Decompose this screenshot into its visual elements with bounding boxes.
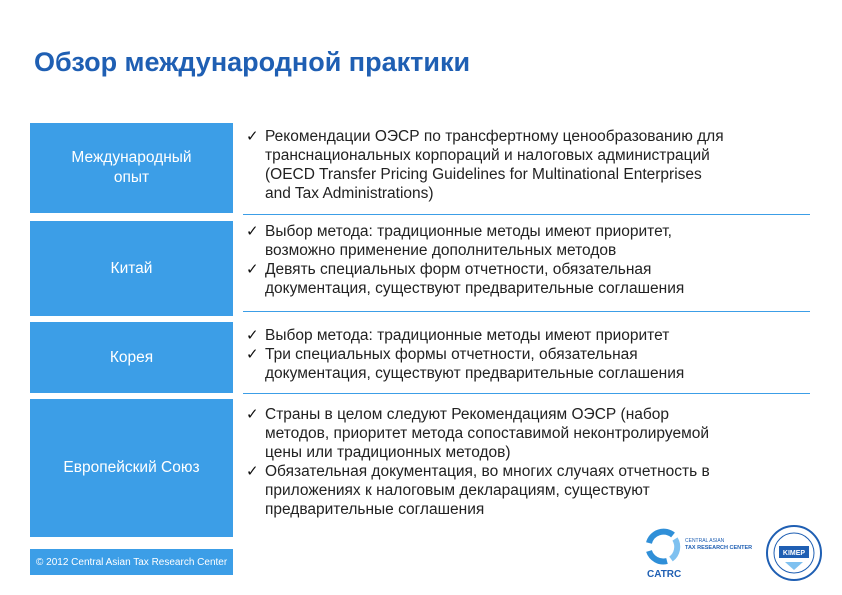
kimep-seal-icon <box>765 524 823 582</box>
row-label-text: Корея <box>109 348 154 366</box>
bullet-item: ✓ Обязательная документация, во многих случаях отчетность в приложениях к налоговым декларациям, существуют предварительные соглашения <box>246 463 710 518</box>
check-icon: ✓ <box>246 327 259 344</box>
bullet-item: ✓ Три специальных формы отчетности, обязательная документация, существуют предварительные соглашения <box>246 346 685 382</box>
row-content-eu <box>243 405 810 535</box>
bullet-item: ✓ Девять специальных форм отчетности, обязательная документация, существуют предварительные соглашения <box>246 261 685 297</box>
footer-copyright: © 2012 Central Asian Tax Research Center <box>30 549 233 575</box>
bullet-item: ✓ Страны в целом следуют Рекомендациям ОЭСР (набор методов, приоритет метода сопоставимой неконтролируемой цены или традиционных методов) <box>246 406 710 461</box>
row-label-text: Европейский Союз <box>63 459 200 476</box>
row-label-eu <box>30 399 233 537</box>
check-icon: ✓ <box>246 261 259 278</box>
row-label-text: Китай <box>110 259 153 277</box>
check-icon: ✓ <box>246 346 259 363</box>
svg-text:KIMEP: KIMEP <box>782 550 806 557</box>
row-content-international <box>243 127 810 215</box>
bullet-item: ✓ Выбор метода: традиционные методы имеют приоритет <box>246 327 670 344</box>
row-label-china <box>30 221 233 316</box>
catrc-sub1: CENTRAL ASIAN <box>685 538 725 544</box>
row-label-korea <box>30 322 233 393</box>
row-label-international <box>30 123 233 213</box>
check-icon: ✓ <box>246 406 259 423</box>
row-content-korea <box>243 326 810 394</box>
catrc-text: CATRC <box>647 569 682 580</box>
row-content-china <box>243 222 810 312</box>
row-label-text: Международный опыт <box>71 149 192 186</box>
catrc-logo <box>641 527 761 582</box>
check-icon: ✓ <box>246 463 259 480</box>
check-icon: ✓ <box>246 128 259 145</box>
check-icon: ✓ <box>246 223 259 240</box>
page-title: Обзор международной практики <box>34 47 471 77</box>
bullet-item: ✓ Выбор метода: традиционные методы имеют приоритет, возможно применение дополнительных методов <box>246 223 672 259</box>
catrc-sub2: TAX RESEARCH CENTER <box>685 545 753 551</box>
bullet-item: ✓ Рекомендации ОЭСР по трансфертному ценообразованию для транснациональных корпораций и налоговых администраций (OECD Transfer Pricing Guidelines for Multinational Enterprises and Tax Administrations) <box>246 128 724 202</box>
